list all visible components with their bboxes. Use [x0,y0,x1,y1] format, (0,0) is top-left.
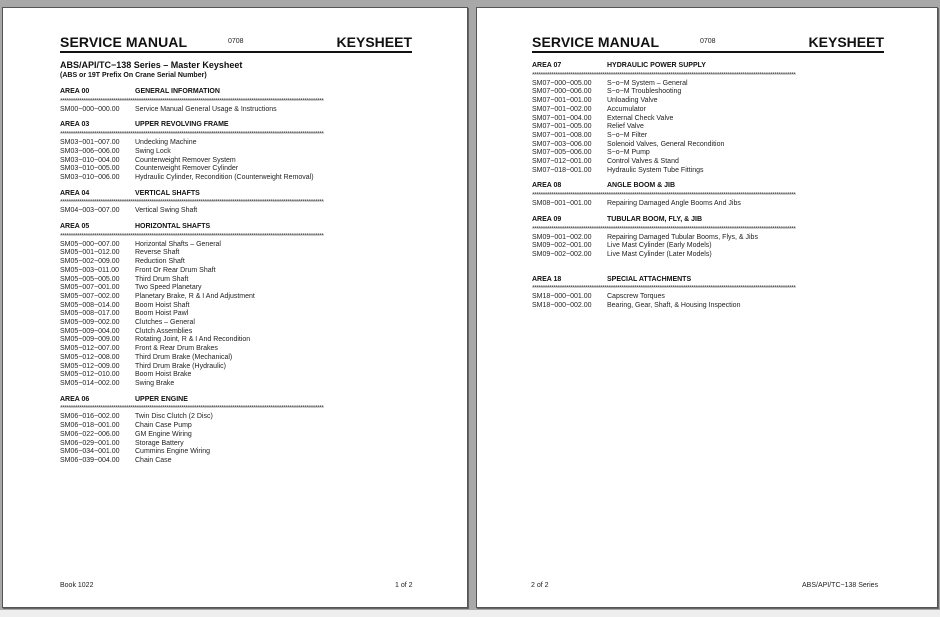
list-item: SM07−000−005.00 S−o−M System – General [532,79,688,87]
list-item: SM05−012−009.00 Third Drum Brake (Hydraulic) [60,362,227,370]
header-service-manual: SERVICE MANUAL [532,34,660,50]
viewer-bottom-edge [0,610,940,617]
divider: **************************************************************************************************************************** [60,232,324,239]
divider: **************************************************************************************************************************** [532,192,796,199]
list-item: SM05−008−014.00 Boom Hoist Shaft [60,301,190,309]
list-item: SM07−001−002.00 Accumulator [532,105,646,113]
area-section [60,190,412,216]
page-content [532,62,884,318]
area-name: UPPER ENGINE [135,395,188,403]
list-item: SM07−018−001.00 Hydraulic System Tube Fittings [532,166,704,174]
document-subtitle: (ABS or 19T Prefix On Crane Serial Number) [60,72,207,79]
list-item: SM03−006−006.00 Swing Lock [60,147,171,155]
page-2 [476,7,938,608]
area-name: VERTICAL SHAFTS [135,189,200,197]
area-heading [60,190,412,199]
area-section [532,216,884,260]
page-header [532,34,884,53]
area-name: TUBULAR BOOM, FLY, & JIB [607,215,703,223]
area-heading [532,216,884,225]
area-name: HORIZONTAL SHAFTS [135,223,211,231]
divider: **************************************************************************************************************************** [60,97,324,104]
area-name: HYDRAULIC POWER SUPPLY [607,62,706,69]
list-item: SM05−012−008.00 Third Drum Brake (Mechanical) [60,353,233,361]
list-item: SM07−001−004.00 External Check Valve [532,114,674,122]
list-item: SM05−005−005.00 Third Drum Shaft [60,275,189,283]
header-code: 0708 [700,38,716,45]
list-item: SM05−009−004.00 Clutch Assemblies [60,327,193,335]
page-content [60,60,412,473]
list-item: SM07−012−001.00 Control Valves & Stand [532,158,679,166]
area-heading [532,276,884,285]
area-section [532,62,884,175]
area-heading [532,182,884,191]
list-item: SM06−034−001.00 Cummins Engine Wiring [60,448,211,456]
area-section [60,223,412,389]
list-item: SM05−008−017.00 Boom Hoist Pawl [60,310,189,318]
list-item: SM00−000−000.00 Service Manual General Usage & Instructions [60,105,277,113]
area-heading [60,88,412,97]
area-heading [60,223,412,232]
list-item: SM07−001−005.00 Relief Valve [532,123,644,131]
area-heading [532,62,884,71]
area-name: UPPER REVOLVING FRAME [135,121,229,129]
list-item: SM05−007−002.00 Planetary Brake, R & I And Adjustment [60,292,255,300]
area-number: AREA 09 [532,215,562,223]
list-item: SM06−022−006.00 GM Engine Wiring [60,430,192,438]
list-item: SM05−007−001.00 Two Speed Planetary [60,284,202,292]
divider: **************************************************************************************************************************** [60,131,324,138]
list-item: SM07−000−006.00 S−o−M Troubleshooting [532,88,682,96]
area-section [532,182,884,208]
area-number: AREA 00 [60,88,90,95]
divider: **************************************************************************************************************************** [532,225,796,232]
divider: **************************************************************************************************************************** [532,285,796,292]
list-item: SM03−010−005.00 Counterweight Remover Cylinder [60,165,239,173]
area-number: AREA 03 [60,121,90,129]
area-heading [60,121,412,130]
document-title: ABS/API/TC−138 Series – Master Keysheet [60,60,243,70]
list-item: SM09−002−002.00 Live Mast Cylinder (Later Models) [532,250,712,258]
header-service-manual: SERVICE MANUAL [60,34,188,50]
list-item: SM05−012−007.00 Front & Rear Drum Brakes [60,345,218,353]
area-heading [60,396,412,405]
area-number: AREA 08 [532,182,562,190]
list-item: SM09−002−001.00 Live Mast Cylinder (Early Models) [532,242,712,250]
list-item: SM05−012−010.00 Boom Hoist Brake [60,371,192,379]
area-name: ANGLE BOOM & JIB [607,182,676,190]
list-item: SM06−018−001.00 Chain Case Pump [60,422,192,430]
list-item: SM03−010−004.00 Counterweight Remover System [60,156,236,164]
area-section [60,121,412,182]
list-item: SM05−009−002.00 Clutches – General [60,319,195,327]
header-code: 0708 [228,38,244,45]
footer-page-number: 1 of 2 [395,582,413,589]
area-number: AREA 05 [60,223,90,231]
list-item: SM07−003−006.00 Solenoid Valves, General Recondition [532,140,725,148]
area-number: AREA 07 [532,62,562,69]
page-header [60,34,412,53]
divider: **************************************************************************************************************************** [60,199,324,206]
footer-page-number: 2 of 2 [531,582,549,589]
list-item: SM18−000−002.00 Bearing, Gear, Shaft, & Housing Inspection [532,302,741,310]
list-item: SM06−029−001.00 Storage Battery [60,439,184,447]
list-item: SM03−001−007.00 Undecking Machine [60,139,197,147]
list-item: SM08−001−001.00 Repairing Damaged Angle Booms And Jibs [532,200,741,208]
divider: **************************************************************************************************************************** [60,405,324,412]
area-name: GENERAL INFORMATION [135,88,220,95]
footer-book-number: Book 1022 [60,582,94,589]
area-number: AREA 18 [532,275,562,283]
list-item: SM03−010−006.00 Hydraulic Cylinder, Recondition (Counterweight Removal) [60,173,314,181]
list-item: SM06−039−004.00 Chain Case [60,456,172,464]
list-item: SM05−002−009.00 Reduction Shaft [60,258,185,266]
list-item: SM07−005−006.00 S−o−M Pump [532,149,650,157]
list-item: SM18−000−001.00 Capscrew Torques [532,293,665,301]
area-section [60,396,412,466]
area-number: AREA 04 [60,189,90,197]
spacer [532,267,884,276]
list-item: SM04−003−007.00 Vertical Swing Shaft [60,207,198,215]
footer-series-name: ABS/API/TC−138 Series [802,582,879,589]
area-section [532,276,884,311]
list-item: SM05−000−007.00 Horizontal Shafts – General [60,240,221,248]
header-keysheet: KEYSHEET [808,34,884,50]
divider: **************************************************************************************************************************** [532,71,796,78]
list-item: SM05−014−002.00 Swing Brake [60,379,175,387]
list-item: SM05−001−012.00 Reverse Shaft [60,249,180,257]
area-section [60,88,412,114]
list-item: SM07−001−001.00 Unloading Valve [532,97,658,105]
list-item: SM07−001−008.00 S−o−M Filter [532,131,648,139]
area-name: SPECIAL ATTACHMENTS [607,275,692,283]
list-item: SM05−003−011.00 Front Or Rear Drum Shaft [60,266,216,274]
header-keysheet: KEYSHEET [336,34,412,50]
page-1 [2,7,468,608]
list-item: SM05−009−009.00 Rotating Joint, R & I And Recondition [60,336,251,344]
list-item: SM09−001−002.00 Repairing Damaged Tubular Booms, Flys, & Jibs [532,233,758,241]
area-number: AREA 06 [60,395,90,403]
list-item: SM06−016−002.00 Twin Disc Clutch (2 Disc) [60,413,213,421]
